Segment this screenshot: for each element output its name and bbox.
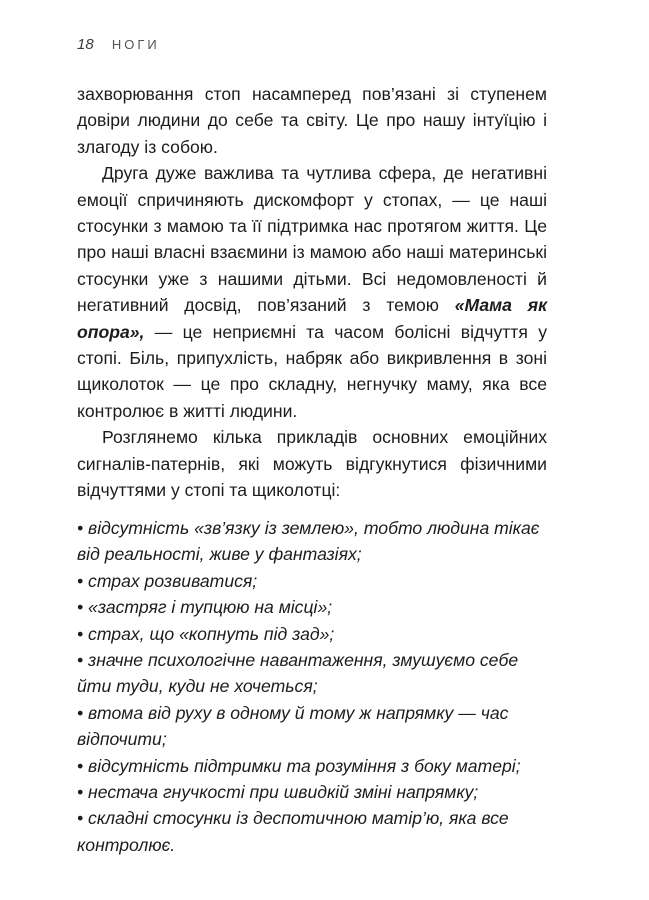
paragraph-3: Розглянемо кілька прикладів основних емоційних сигналів-патернів, які можуть відгукнутися фізичними відчуттями у стопі та щиколотці: [77, 427, 547, 501]
list-item: • відсутність «зв’язку із землею», тобто людина тікає від реальності, живе у фантазіях; [77, 518, 540, 565]
list-item: • страх, що «копнуть під зад»; [77, 623, 335, 644]
paragraph-2 [77, 160, 547, 424]
paragraph-1: захворювання стоп насамперед пов’язані зі ступенем довіри людини до себе та світу. Це про нашу інтуїцію і злагоду із собою. [77, 84, 547, 157]
paragraph-2-part-a: Друга дуже важлива та чутлива сфера, де негативні емоції спричиняють дискомфорт у стопах, — це наші стосунки з мамою та її підтримка нас протягом життя. Це про наші власні взаємини із мамою або наші материнські стосунки уже з нашими дітьми. Всі недомовленості й негативний досвід, пов’язаний з темою [77, 163, 547, 316]
list-item: • відсутність підтримки та розуміння з боку матері; [77, 755, 521, 776]
list-item: • «застряг і тупцюю на місці»; [77, 597, 333, 618]
list-item: • значне психологічне навантаження, змушуємо себе йти туди, куди не хочеться; [77, 650, 519, 697]
body-text [77, 81, 547, 504]
paragraph-2-part-b: — це неприємні та часом болісні відчуття у стопі. Біль, припухлість, набряк або викривлення в зоні щиколоток — це про складну, негнучку маму, яка все контролює в житті людини. [77, 321, 547, 421]
list-item: • складні стосунки із деспотичною матір’ю, яка все контролює. [77, 808, 509, 855]
list-item: • втома від руху в одному й тому ж напрямку — час відпочити; [77, 702, 509, 750]
section-title: НОГИ [111, 37, 160, 52]
list-item: • страх розвиватися; [77, 570, 258, 591]
symptom-list [77, 515, 547, 858]
emphasis-mama-opora: «Мама як опора», [77, 295, 547, 342]
page-header [77, 36, 160, 53]
list-item: • нестача гнучкості при швидкій зміні напрямку; [77, 782, 479, 803]
page-number: 18 [77, 36, 94, 53]
